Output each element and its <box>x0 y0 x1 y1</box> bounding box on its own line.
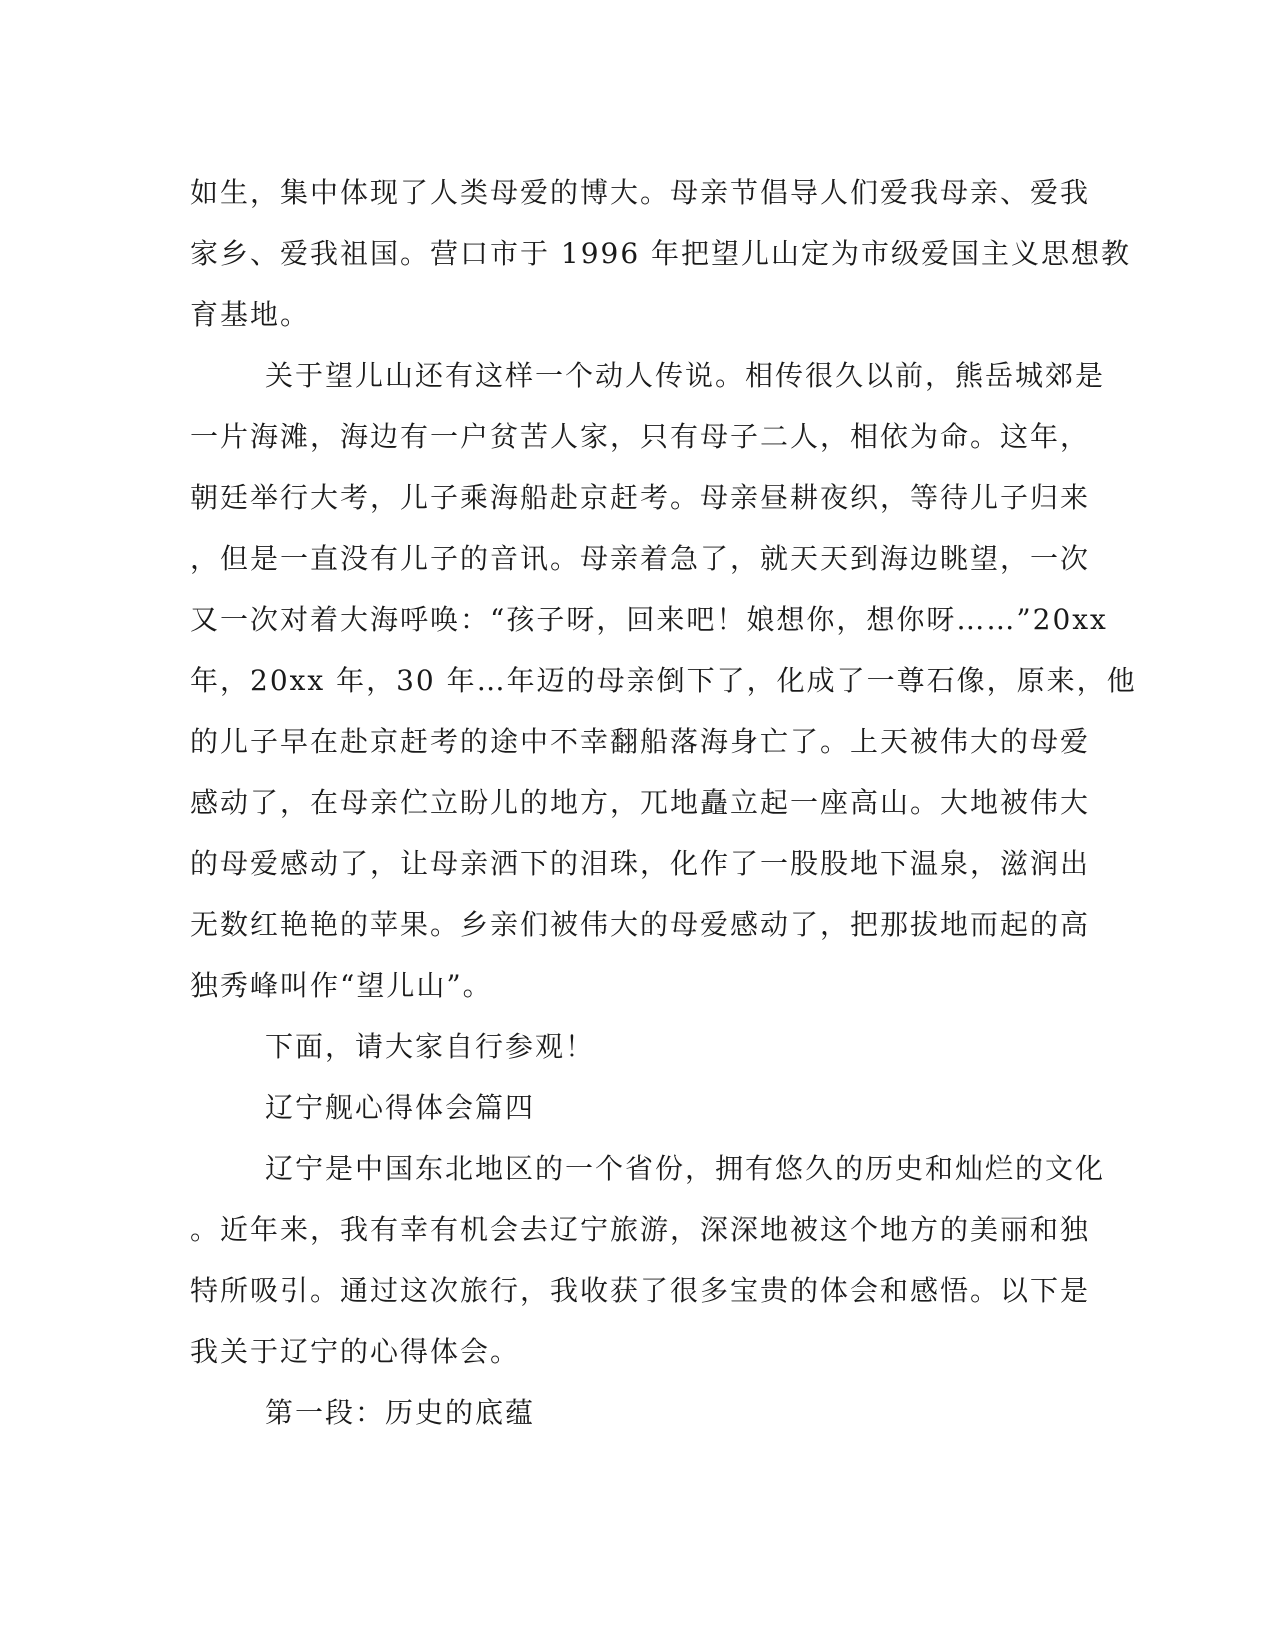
text-line: 的儿子早在赴京赶考的途中不幸翻船落海身亡了。上天被伟大的母爱 <box>190 725 1091 758</box>
text-line: 无数红艳艳的苹果。乡亲们被伟大的母爱感动了，把那拔地而起的高 <box>190 908 1091 941</box>
text-line: 又一次对着大海呼唤：“孩子呀，回来吧！娘想你，想你呀……”20xx <box>190 603 1108 636</box>
text-line: 育基地。 <box>190 298 311 331</box>
text-line: 一片海滩，海边有一户贫苦人家，只有母子二人，相依为命。这年， <box>190 420 1091 453</box>
text-line: 特所吸引。通过这次旅行，我收获了很多宝贵的体会和感悟。以下是 <box>190 1274 1091 1307</box>
text-line: 朝廷举行大考，儿子乘海船赴京赶考。母亲昼耕夜织，等待儿子归来 <box>190 481 1091 514</box>
text-line: 的母爱感动了，让母亲洒下的泪珠，化作了一股股地下温泉，滋润出 <box>190 847 1091 880</box>
text-line: 独秀峰叫作“望儿山”。 <box>190 969 493 1002</box>
paragraph-start-line: 下面，请大家自行参观！ <box>265 1030 596 1063</box>
text-line: 感动了，在母亲伫立盼儿的地方，兀地矗立起一座高山。大地被伟大 <box>190 786 1091 819</box>
text-line: 年，20xx 年，30 年…年迈的母亲倒下了，化成了一尊石像，原来，他 <box>190 664 1137 697</box>
text-line: 如生，集中体现了人类母爱的博大。母亲节倡导人们爱我母亲、爱我 <box>190 176 1091 209</box>
paragraph-start-line: 关于望儿山还有这样一个动人传说。相传很久以前，熊岳城郊是 <box>265 359 1106 392</box>
body-text <box>190 162 1137 1443</box>
section-heading: 辽宁舰心得体会篇四 <box>265 1091 536 1124</box>
text-line: 家乡、爱我祖国。营口市于 1996 年把望儿山定为市级爱国主义思想教 <box>190 237 1132 270</box>
subsection-heading: 第一段：历史的底蕴 <box>265 1396 536 1429</box>
text-line: 我关于辽宁的心得体会。 <box>190 1335 521 1368</box>
text-line: ，但是一直没有儿子的音讯。母亲着急了，就天天到海边眺望，一次 <box>190 542 1091 575</box>
paragraph-start-line: 辽宁是中国东北地区的一个省份，拥有悠久的历史和灿烂的文化 <box>265 1152 1106 1185</box>
text-line: 。近年来，我有幸有机会去辽宁旅游，深深地被这个地方的美丽和独 <box>190 1213 1091 1246</box>
